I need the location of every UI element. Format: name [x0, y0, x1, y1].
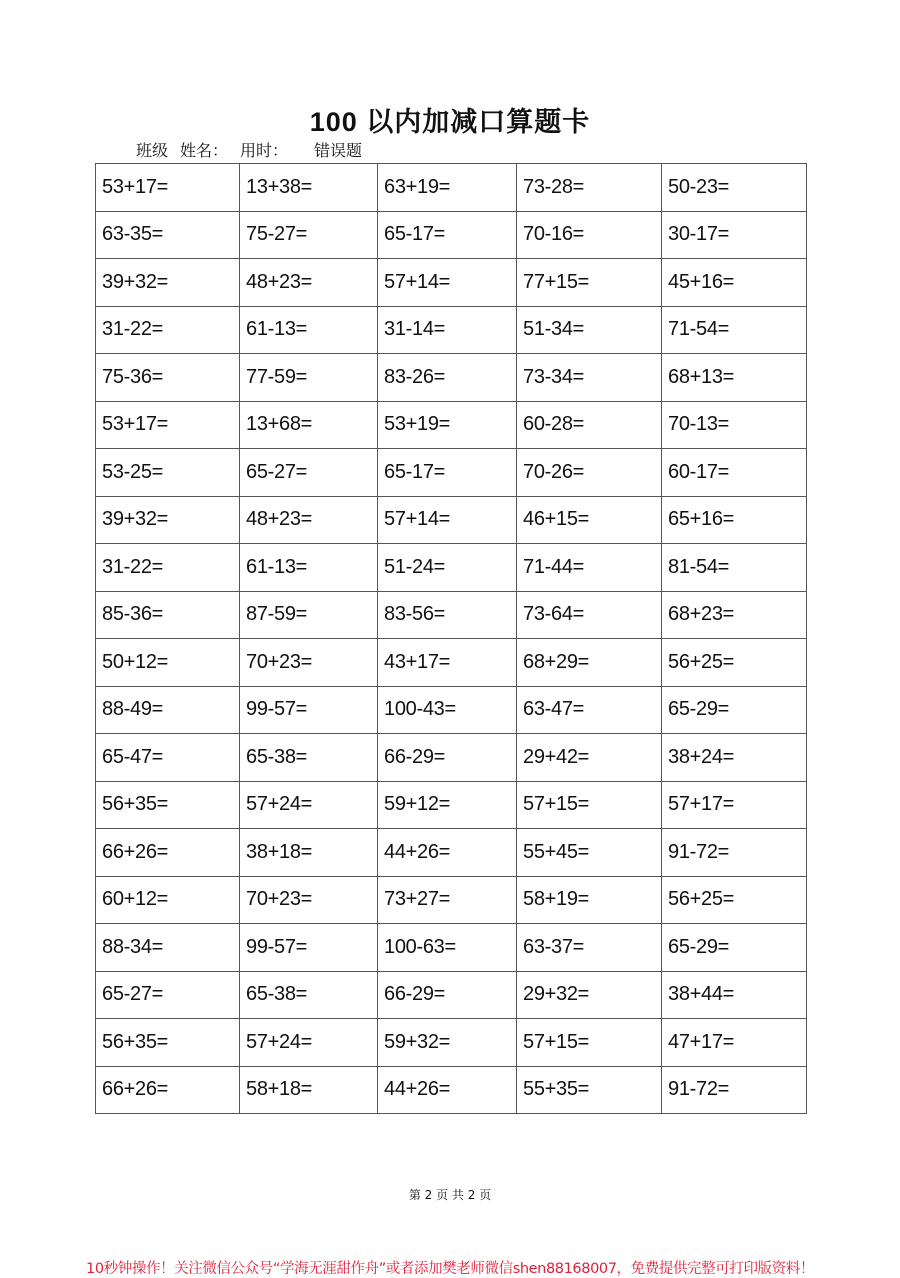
- problem-cell: 57+17=: [662, 781, 807, 829]
- problem-cell: 91-72=: [662, 829, 807, 877]
- problem-cell: 65-17=: [378, 449, 517, 497]
- problem-cell: 38+18=: [240, 829, 378, 877]
- problem-cell: 73+27=: [378, 876, 517, 924]
- problem-cell: 71-54=: [662, 306, 807, 354]
- problem-cell: 57+15=: [517, 781, 662, 829]
- problem-cell: 63+19=: [378, 164, 517, 212]
- problem-cell: 65-47=: [96, 734, 240, 782]
- problem-cell: 88-34=: [96, 924, 240, 972]
- problem-cell: 66-29=: [378, 971, 517, 1019]
- problem-cell: 65+16=: [662, 496, 807, 544]
- problem-cell: 70+23=: [240, 876, 378, 924]
- problem-cell: 29+42=: [517, 734, 662, 782]
- problem-cell: 53+17=: [96, 401, 240, 449]
- arithmetic-problem-table: [95, 163, 807, 1114]
- problem-cell: 39+32=: [96, 259, 240, 307]
- problem-cell: 31-22=: [96, 544, 240, 592]
- problem-cell: 13+68=: [240, 401, 378, 449]
- problem-cell: 38+44=: [662, 971, 807, 1019]
- class-label: 班级: [136, 141, 169, 160]
- problem-cell: 60+12=: [96, 876, 240, 924]
- problem-cell: 29+32=: [517, 971, 662, 1019]
- problem-cell: 56+35=: [96, 781, 240, 829]
- table-row: [96, 259, 807, 307]
- problem-cell: 44+26=: [378, 1066, 517, 1114]
- problem-cell: 53+17=: [96, 164, 240, 212]
- table-row: [96, 829, 807, 877]
- table-row: [96, 1066, 807, 1114]
- problem-cell: 43+17=: [378, 639, 517, 687]
- problem-cell: 38+24=: [662, 734, 807, 782]
- problem-cell: 47+17=: [662, 1019, 807, 1067]
- problem-cell: 61-13=: [240, 306, 378, 354]
- problem-cell: 65-38=: [240, 734, 378, 782]
- problem-cell: 53+19=: [378, 401, 517, 449]
- problem-cell: 83-26=: [378, 354, 517, 402]
- table-row: [96, 449, 807, 497]
- problem-cell: 13+38=: [240, 164, 378, 212]
- problem-cell: 60-28=: [517, 401, 662, 449]
- problem-cell: 60-17=: [662, 449, 807, 497]
- problem-cell: 71-44=: [517, 544, 662, 592]
- problem-cell: 51-24=: [378, 544, 517, 592]
- problem-cell: 31-14=: [378, 306, 517, 354]
- problem-cell: 44+26=: [378, 829, 517, 877]
- problem-cell: 70-13=: [662, 401, 807, 449]
- problem-cell: 88-49=: [96, 686, 240, 734]
- problem-cell: 58+19=: [517, 876, 662, 924]
- problem-cell: 61-13=: [240, 544, 378, 592]
- problem-cell: 57+24=: [240, 1019, 378, 1067]
- table-row: [96, 971, 807, 1019]
- problem-cell: 63-47=: [517, 686, 662, 734]
- table-row: [96, 924, 807, 972]
- problem-cell: 68+23=: [662, 591, 807, 639]
- problem-cell: 45+16=: [662, 259, 807, 307]
- problem-cell: 55+35=: [517, 1066, 662, 1114]
- problem-cell: 56+35=: [96, 1019, 240, 1067]
- problem-cell: 65-27=: [96, 971, 240, 1019]
- table-row: [96, 591, 807, 639]
- table-row: [96, 354, 807, 402]
- table-row: [96, 686, 807, 734]
- problem-cell: 48+23=: [240, 496, 378, 544]
- problem-cell: 83-56=: [378, 591, 517, 639]
- problem-cell: 56+25=: [662, 639, 807, 687]
- problem-cell: 85-36=: [96, 591, 240, 639]
- name-label: 姓名：: [180, 141, 229, 160]
- table-row: [96, 734, 807, 782]
- problem-cell: 57+14=: [378, 259, 517, 307]
- problem-cell: 57+14=: [378, 496, 517, 544]
- problem-cell: 68+29=: [517, 639, 662, 687]
- problem-cell: 53-25=: [96, 449, 240, 497]
- problem-cell: 81-54=: [662, 544, 807, 592]
- problem-cell: 65-29=: [662, 924, 807, 972]
- page-indicator: 第 2 页 共 2 页: [408, 1188, 492, 1202]
- problem-cell: 63-37=: [517, 924, 662, 972]
- problem-cell: 77-59=: [240, 354, 378, 402]
- table-row: [96, 544, 807, 592]
- errors-label: 错误题: [314, 141, 363, 160]
- table-row: [96, 781, 807, 829]
- problem-cell: 70-26=: [517, 449, 662, 497]
- problem-cell: 73-64=: [517, 591, 662, 639]
- problem-cell: 65-29=: [662, 686, 807, 734]
- problem-cell: 73-34=: [517, 354, 662, 402]
- problem-cell: 57+15=: [517, 1019, 662, 1067]
- problem-cell: 65-27=: [240, 449, 378, 497]
- problem-cell: 30-17=: [662, 211, 807, 259]
- problem-cell: 66+26=: [96, 829, 240, 877]
- table-row: [96, 164, 807, 212]
- problem-cell: 46+15=: [517, 496, 662, 544]
- problem-cell: 56+25=: [662, 876, 807, 924]
- problem-cell: 66+26=: [96, 1066, 240, 1114]
- table-row: [96, 639, 807, 687]
- time-label: 用时：: [240, 141, 289, 160]
- problem-cell: 55+45=: [517, 829, 662, 877]
- table-row: [96, 496, 807, 544]
- table-row: [96, 211, 807, 259]
- problem-cell: 91-72=: [662, 1066, 807, 1114]
- problem-cell: 65-38=: [240, 971, 378, 1019]
- problem-cell: 99-57=: [240, 924, 378, 972]
- problem-cell: 68+13=: [662, 354, 807, 402]
- problem-cell: 50+12=: [96, 639, 240, 687]
- problem-cell: 75-27=: [240, 211, 378, 259]
- problem-cell: 73-28=: [517, 164, 662, 212]
- problem-cell: 66-29=: [378, 734, 517, 782]
- problem-cell: 31-22=: [96, 306, 240, 354]
- problem-cell: 77+15=: [517, 259, 662, 307]
- table-row: [96, 1019, 807, 1067]
- problem-cell: 75-36=: [96, 354, 240, 402]
- problem-cell: 51-34=: [517, 306, 662, 354]
- problem-cell: 50-23=: [662, 164, 807, 212]
- problem-cell: 65-17=: [378, 211, 517, 259]
- table-row: [96, 306, 807, 354]
- problem-cell: 99-57=: [240, 686, 378, 734]
- problem-cell: 59+32=: [378, 1019, 517, 1067]
- problem-cell: 70+23=: [240, 639, 378, 687]
- problem-cell: 100-43=: [378, 686, 517, 734]
- promo-banner: 10秒钟操作！关注微信公众号“学海无涯甜作舟”或者添加樊老师微信shen88168007，免费提供完整可打印版资料！: [86, 1261, 814, 1277]
- problem-cell: 58+18=: [240, 1066, 378, 1114]
- problem-cell: 63-35=: [96, 211, 240, 259]
- page-title: 100 以内加减口算题卡: [309, 107, 591, 137]
- problem-cell: 70-16=: [517, 211, 662, 259]
- problem-cell: 57+24=: [240, 781, 378, 829]
- problem-cell: 48+23=: [240, 259, 378, 307]
- table-row: [96, 876, 807, 924]
- problem-cell: 100-63=: [378, 924, 517, 972]
- problem-cell: 87-59=: [240, 591, 378, 639]
- problem-cell: 39+32=: [96, 496, 240, 544]
- problem-cell: 59+12=: [378, 781, 517, 829]
- table-row: [96, 401, 807, 449]
- student-info-line: [136, 138, 374, 161]
